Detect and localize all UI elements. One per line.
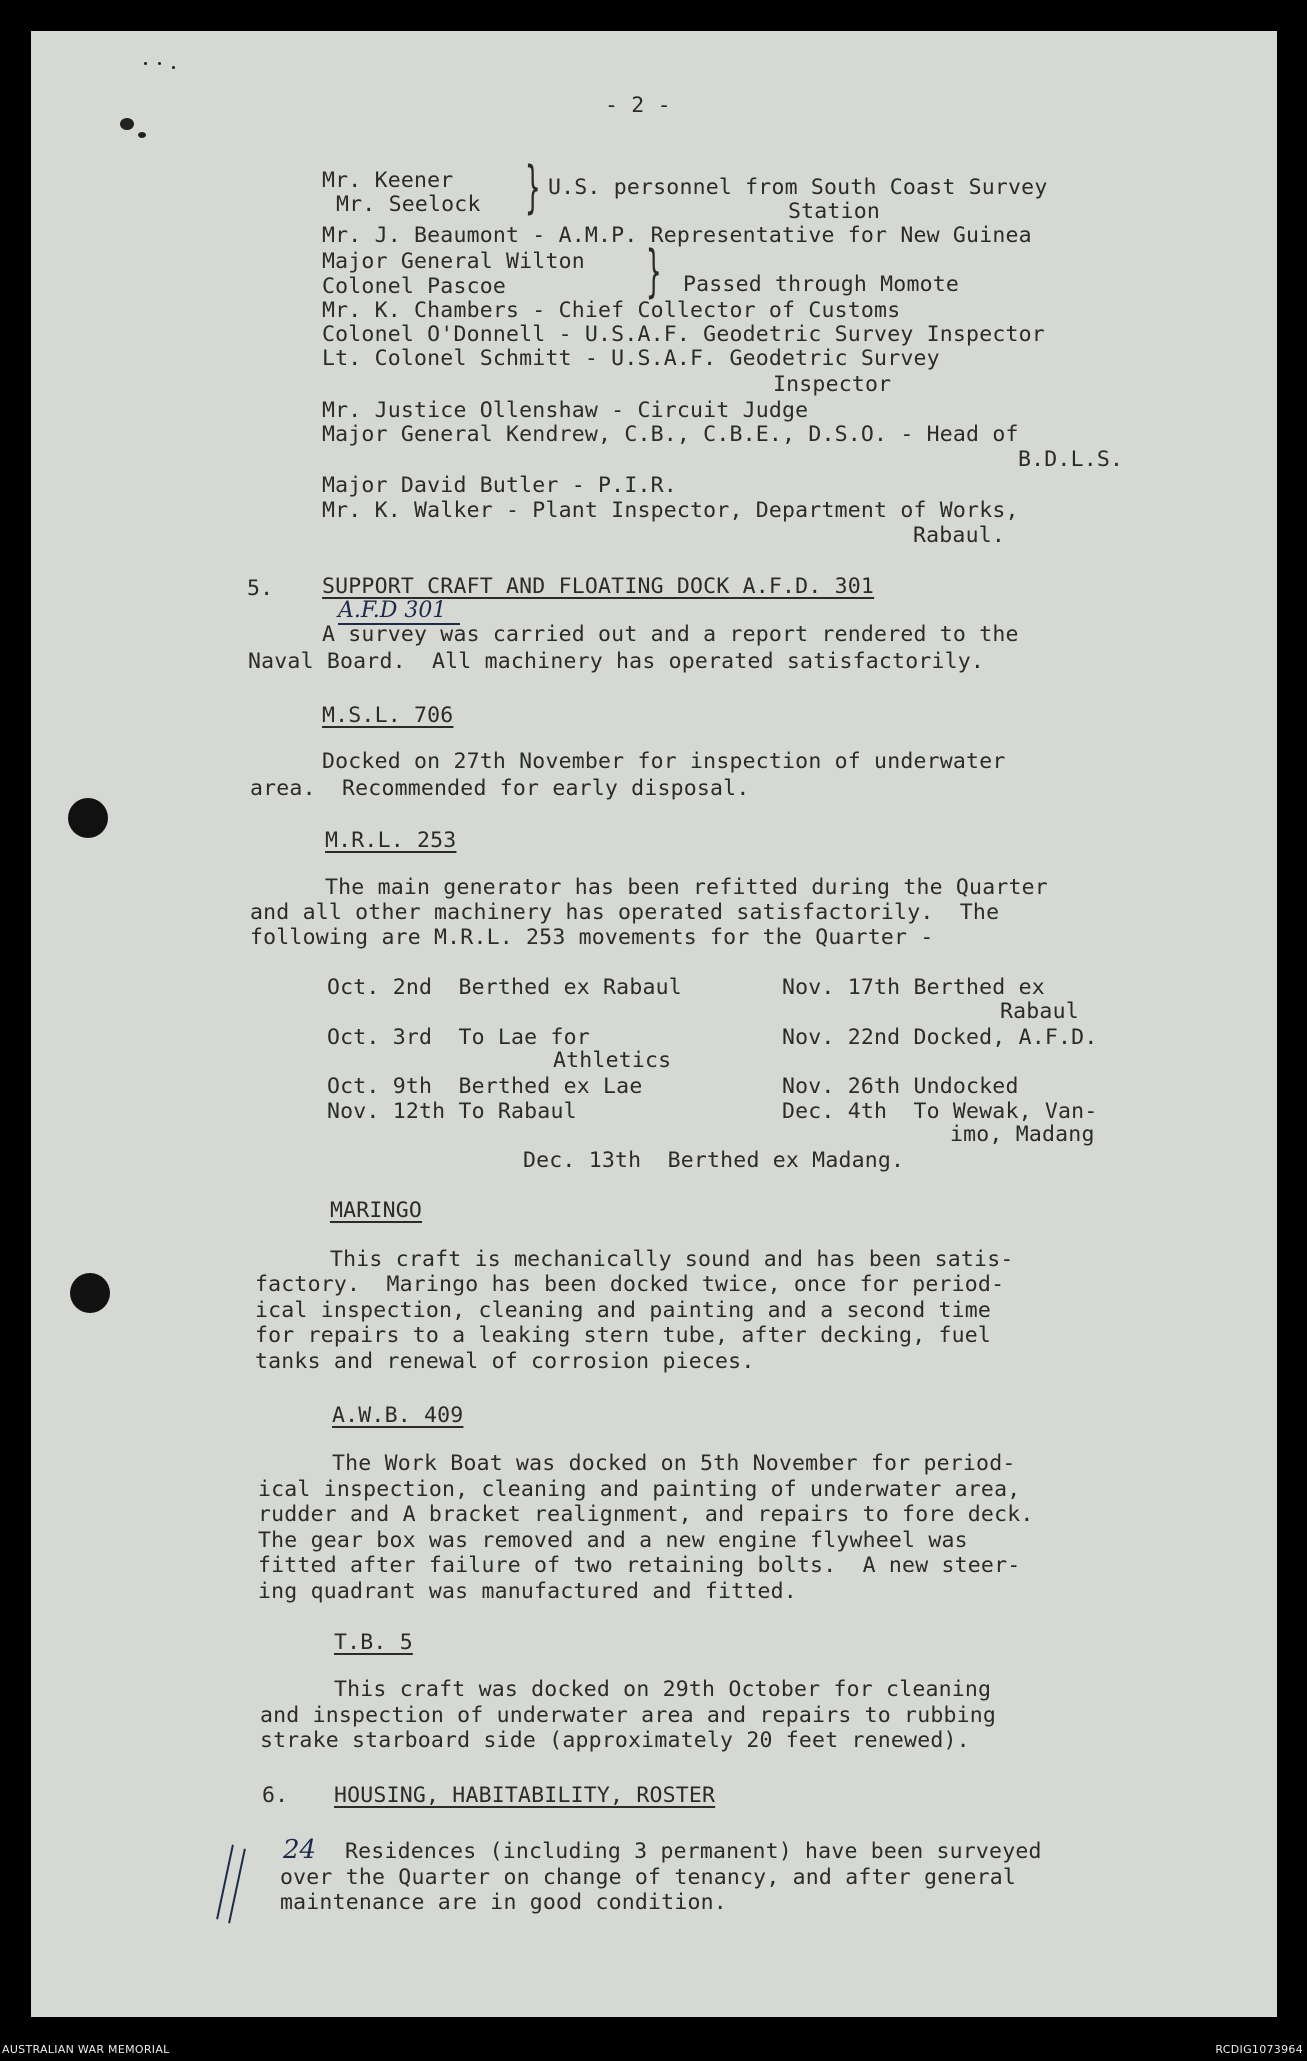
personnel-butler: Major David Butler - P.I.R.	[322, 473, 677, 498]
ink-speck	[138, 132, 146, 138]
awb-paragraph-line: rudder and A bracket realignment, and repairs to fore deck.	[258, 1502, 1034, 1527]
personnel-kendrew: Major General Kendrew, C.B., C.B.E., D.S.O. - Head of	[322, 422, 1019, 447]
movement-right: Dec. 4th To Wewak, Van-	[782, 1099, 1098, 1124]
handwritten-afd-note: A.F.D 301	[338, 598, 460, 625]
movement-right: Rabaul	[1000, 999, 1079, 1024]
handwritten-residence-count: 24	[283, 1835, 317, 1865]
personnel-keener: Mr. Keener	[322, 168, 454, 193]
ink-speck	[172, 66, 175, 69]
awb-paragraph-line: The gear box was removed and a new engine flywheel was	[258, 1528, 968, 1553]
movement-left: Oct. 3rd To Lae for	[327, 1025, 590, 1050]
section-6-heading: HOUSING, HABITABILITY, ROSTER	[334, 1783, 716, 1808]
ink-speck	[144, 62, 147, 65]
movement-left: Nov. 12th To Rabaul	[327, 1099, 577, 1124]
awb-paragraph-line: ing quadrant was manufactured and fitted.	[258, 1579, 797, 1604]
section-5-heading: SUPPORT CRAFT AND FLOATING DOCK A.F.D. 301	[322, 574, 875, 599]
personnel-schmitt: Lt. Colonel Schmitt - U.S.A.F. Geodetric Survey	[322, 346, 940, 371]
awb-paragraph-line: fitted after failure of two retaining bolts. A new steer-	[258, 1553, 1021, 1578]
personnel-bdls: B.D.L.S.	[1018, 447, 1124, 472]
mrl-paragraph-line: following are M.R.L. 253 movements for the Quarter -	[250, 925, 934, 950]
personnel-ollenshaw: Mr. Justice Ollenshaw - Circuit Judge	[322, 398, 809, 423]
movement-left: Oct. 9th Berthed ex Lae	[327, 1074, 643, 1099]
brace-symbol: }	[524, 155, 541, 220]
personnel-beaumont: Mr. J. Beaumont - A.M.P. Representative for New Guinea	[322, 223, 1032, 248]
personnel-pascoe: Colonel Pascoe	[322, 274, 507, 299]
binder-hole-bottom	[70, 1273, 110, 1313]
mrl-paragraph-line: and all other machinery has operated satisfactorily. The	[250, 900, 1000, 925]
movement-right: imo, Madang	[950, 1122, 1095, 1147]
section-6-paragraph-line: maintenance are in good condition.	[280, 1890, 727, 1915]
personnel-odonnell: Colonel O'Donnell - U.S.A.F. Geodetric Survey Inspector	[322, 322, 1045, 347]
personnel-station: Station	[788, 199, 881, 224]
section-5-number: 5.	[247, 576, 274, 601]
tb-paragraph-line: and inspection of underwater area and repairs to rubbing	[260, 1703, 997, 1728]
movement-right: Nov. 17th Berthed ex	[782, 975, 1045, 1000]
tb-paragraph-line: strake starboard side (approximately 20 feet renewed).	[260, 1728, 970, 1753]
awb-paragraph-line: ical inspection, cleaning and painting of underwater area,	[258, 1477, 1021, 1502]
personnel-us-personnel: U.S. personnel from South Coast Survey	[548, 175, 1048, 200]
tb-paragraph-line: This craft was docked on 29th October for cleaning	[334, 1677, 992, 1702]
msl-paragraph-line: area. Recommended for early disposal.	[250, 776, 750, 801]
afd-paragraph-line: Naval Board. All machinery has operated satisfactorily.	[248, 649, 985, 674]
msl-heading: M.S.L. 706	[322, 703, 454, 728]
ink-speck	[120, 118, 134, 130]
movement-left: Oct. 2nd Berthed ex Rabaul	[327, 975, 682, 1000]
maringo-heading: MARINGO	[330, 1198, 423, 1223]
movement-right: Nov. 22nd Docked, A.F.D.	[782, 1025, 1098, 1050]
maringo-paragraph-line: factory. Maringo has been docked twice, once for period-	[255, 1272, 1005, 1297]
maringo-paragraph-line: This craft is mechanically sound and has been satis-	[330, 1247, 1014, 1272]
maringo-paragraph-line: tanks and renewal of corrosion pieces.	[255, 1349, 755, 1374]
movement-right: Nov. 26th Undocked	[782, 1074, 1019, 1099]
maringo-paragraph-line: for repairs to a leaking stern tube, after decking, fuel	[255, 1323, 992, 1348]
ink-speck	[158, 62, 161, 65]
tb-heading: T.B. 5	[334, 1630, 413, 1655]
page-number: - 2 -	[605, 93, 671, 118]
mrl-paragraph-line: The main generator has been refitted during the Quarter	[325, 875, 1048, 900]
movement-left: Athletics	[553, 1048, 672, 1073]
maringo-paragraph-line: ical inspection, cleaning and painting and a second time	[255, 1298, 992, 1323]
awb-heading: A.W.B. 409	[332, 1403, 464, 1428]
section-6-paragraph-line: over the Quarter on change of tenancy, and after general	[280, 1865, 1017, 1890]
footer-record-id: RCDIG1073964	[1215, 2043, 1303, 2056]
section-6-paragraph-line: Residences (including 3 permanent) have been surveyed	[345, 1839, 1042, 1864]
personnel-passed-through: Passed through Momote	[683, 272, 960, 297]
brace-symbol: }	[645, 239, 662, 304]
personnel-seelock: Mr. Seelock	[336, 192, 481, 217]
msl-paragraph-line: Docked on 27th November for inspection of underwater	[322, 749, 1006, 774]
movement-final: Dec. 13th Berthed ex Madang.	[523, 1148, 905, 1173]
footer-credit: AUSTRALIAN WAR MEMORIAL	[2, 2043, 170, 2056]
section-6-number: 6.	[262, 1783, 289, 1808]
personnel-inspector: Inspector	[773, 372, 892, 397]
personnel-wilton: Major General Wilton	[322, 249, 585, 274]
afd-paragraph-line: A survey was carried out and a report rendered to the	[322, 622, 1019, 647]
awb-paragraph-line: The Work Boat was docked on 5th November for period-	[332, 1451, 1016, 1476]
personnel-walker: Mr. K. Walker - Plant Inspector, Department of Works,	[322, 498, 1019, 523]
personnel-chambers: Mr. K. Chambers - Chief Collector of Customs	[322, 298, 901, 323]
binder-hole-top	[68, 798, 108, 838]
personnel-rabaul: Rabaul.	[913, 523, 1006, 548]
mrl-heading: M.R.L. 253	[325, 828, 457, 853]
